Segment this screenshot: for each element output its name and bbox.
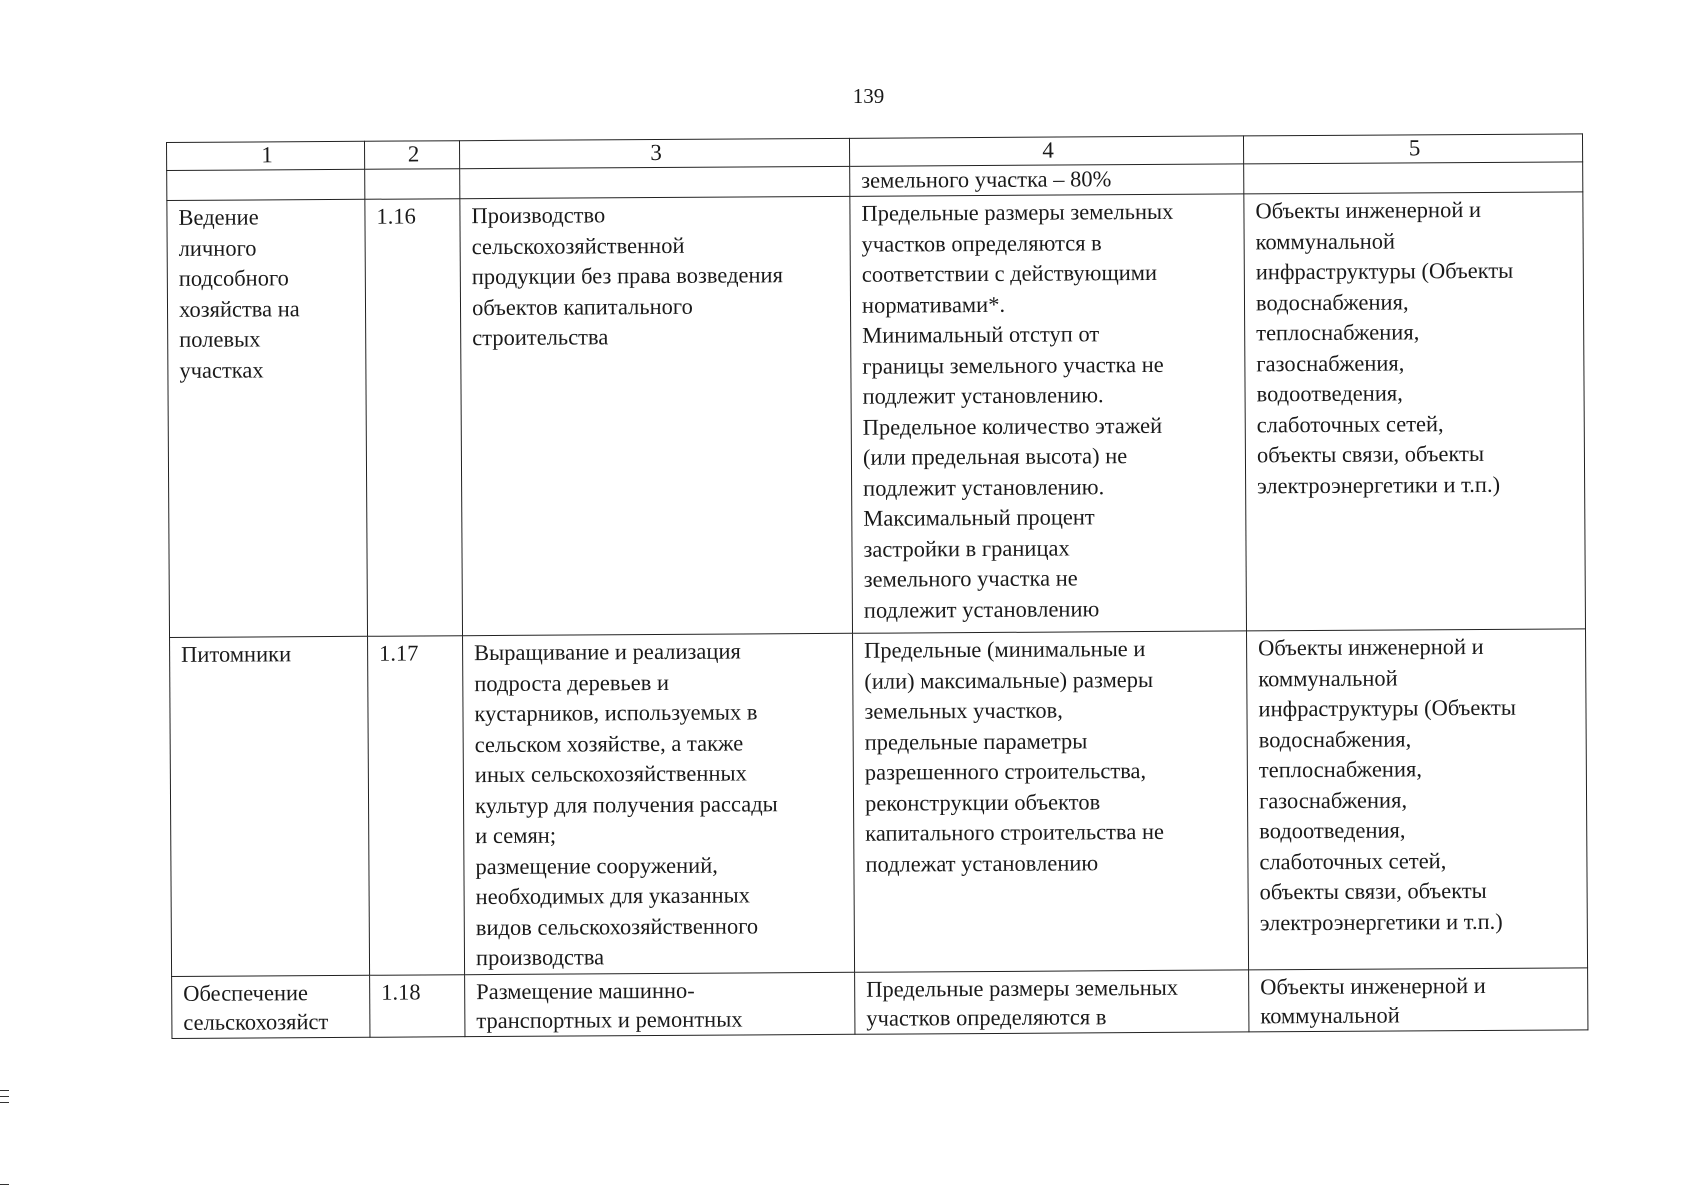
land-use-objects: Объекты инженерной и коммунальной инфраструктуры (Объекты водоснабжения, теплоснабжения, газоснабжения, водоотведения, слаботочных сетей, объекты связи, объекты электроэнергетики и т.п.) (1247, 629, 1588, 970)
land-use-parameters: Предельные (минимальные и (или) максимальные) размеры земельных участков, предельные параметры разрешенного строительства, реконструкции объектов капитального строительства не подлежат установлению (853, 631, 1249, 972)
header-cell: 3 (459, 138, 849, 168)
land-use-table (166, 133, 1588, 1039)
land-use-code: 1.18 (370, 975, 465, 1038)
margin-mark (0, 1184, 9, 1185)
land-use-name: Обеспечение сельскохозяйст (172, 975, 370, 1038)
margin-mark (0, 1102, 9, 1103)
land-use-description: Производство сельскохозяйственной продукции без права возведения объектов капитального строительства (460, 196, 853, 635)
table-cell (365, 169, 460, 200)
page-number: 139 (852, 84, 885, 108)
land-use-name: Ведение личного подсобного хозяйства на полевых участках (167, 199, 368, 637)
land-use-objects: Объекты инженерной и коммунальной инфраструктуры (Объекты водоснабжения, теплоснабжения, газоснабжения, водоотведения, слаботочных сетей, объекты связи, объекты электроэнергетики и т.п.) (1244, 192, 1586, 631)
header-cell: 1 (167, 141, 365, 170)
land-use-parameters: Предельные размеры земельных участков определяются в (855, 970, 1249, 1034)
land-use-description: Размещение машинно- транспортных и ремонтных (465, 972, 855, 1036)
table-row (170, 629, 1588, 977)
land-use-name: Питомники (170, 636, 370, 976)
land-use-description: Выращивание и реализация подроста деревьев и кустарников, используемых в сельском хозяйстве, а также иных сельскохозяйственных культур для получения рассады и семян; размещение сооружений, необходимых для указанных видов сельскохозяйственного производства (463, 633, 855, 974)
land-use-parameters: Предельные размеры земельных участков определяются в соответствии с действующими нормативами*. Минимальный отступ от границы земельного участка не подлежит установлению. Предельное количество этажей (или предельная высота) не подлежит установлению. Максимальный процент застройки в границах земельного участка не подлежит установлению (850, 194, 1247, 633)
margin-mark (0, 1096, 9, 1097)
table-cell (460, 166, 850, 198)
land-use-objects: Объекты инженерной и коммунальной (1249, 968, 1588, 1032)
table-row (167, 192, 1586, 638)
header-cell: 5 (1243, 134, 1582, 164)
table-row (172, 968, 1588, 1039)
header-cell: 4 (849, 136, 1243, 166)
margin-mark (0, 1090, 9, 1091)
header-cell: 2 (364, 141, 459, 170)
table-cell (167, 169, 365, 200)
table-cell: земельного участка – 80% (850, 164, 1244, 196)
land-use-code: 1.16 (365, 199, 463, 637)
table-cell (1244, 162, 1583, 194)
land-use-code: 1.17 (368, 636, 465, 976)
